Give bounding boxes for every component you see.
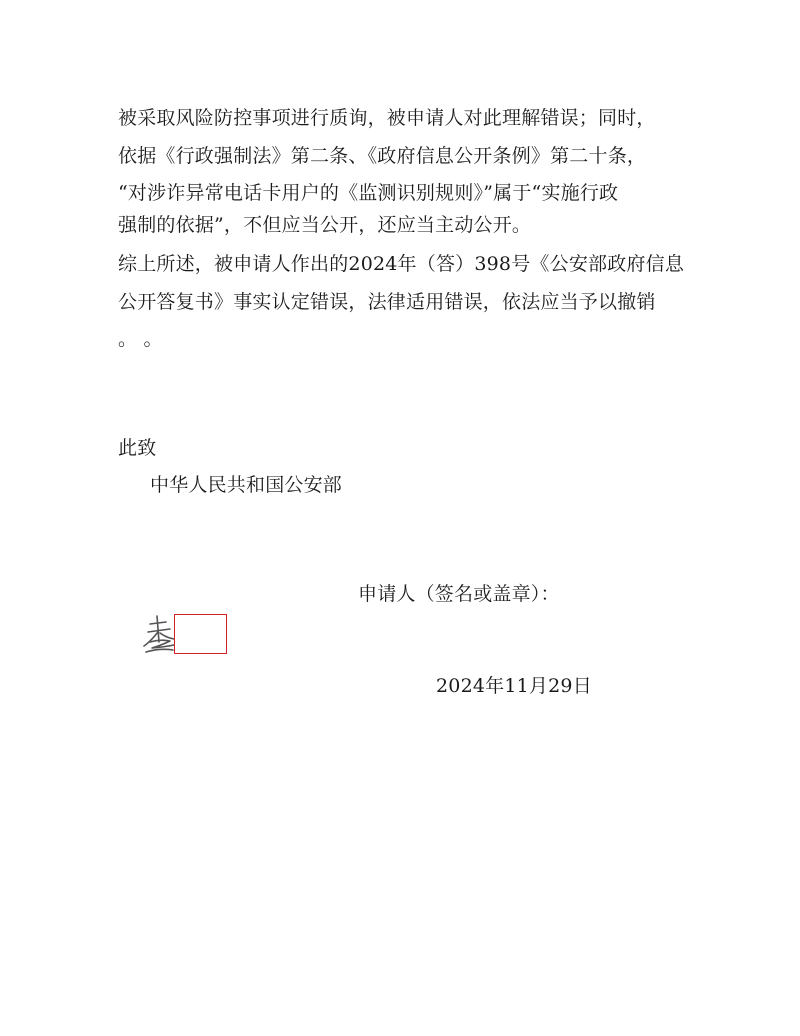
body-line-4: 强制的依据”，不但应当公开，还应当主动公开。 (118, 214, 532, 236)
body-line-6: 公开答复书》事实认定错误，法律适用错误，依法应当予以撤销 (118, 291, 656, 313)
applicant-signature-label: 申请人（签名或盖章）： (358, 583, 560, 605)
body-line-7: 。 。 (118, 328, 163, 350)
seal-box (174, 614, 227, 654)
salutation: 此致 (118, 437, 157, 459)
body-line-2: 依据《行政强制法》第二条、《政府信息公开条例》第二十条， (118, 145, 647, 167)
body-line-1: 被采取风险防控事项进行质询，被申请人对此理解错误；同时， (118, 107, 656, 129)
body-line-3: “对涉诈异常电话卡用户的《监测识别规则》”属于“实施行政 (118, 182, 619, 204)
date: 2024年11月29日 (436, 675, 592, 697)
recipient: 中华人民共和国公安部 (150, 474, 343, 496)
body-line-5: 综上所述，被申请人作出的2024年（答）398号《公安部政府信息 (118, 253, 685, 275)
